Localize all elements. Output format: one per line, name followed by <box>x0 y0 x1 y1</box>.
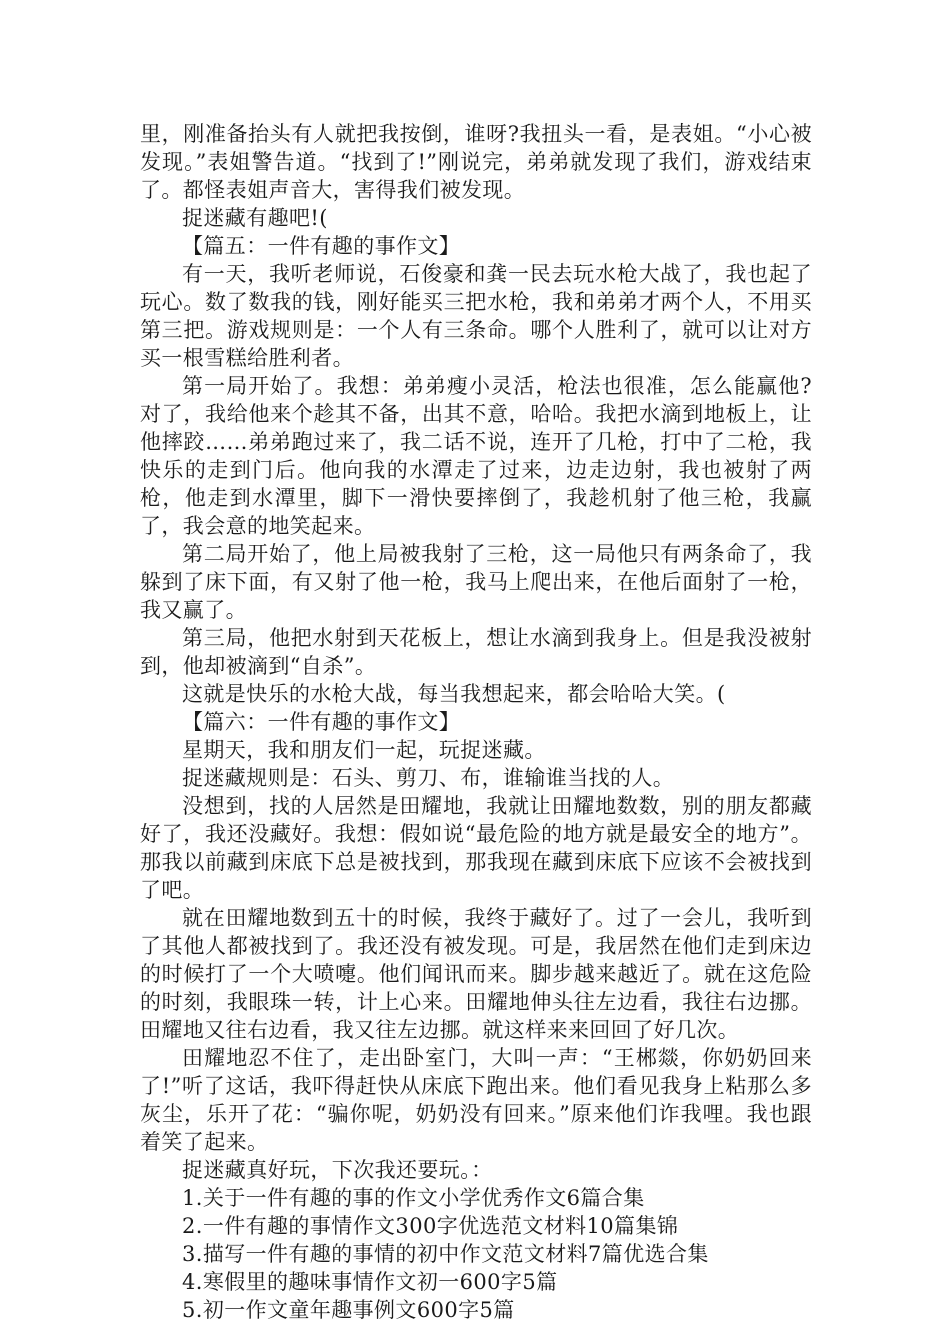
related-article-item[interactable]: 4.寒假里的趣味事情作文初一600字5篇 <box>182 1270 558 1294</box>
paragraph: 第一局开始了。我想：弟弟瘦小灵活，枪法也很准，怎么能赢他?对了，我给他来个趁其不备，出其不意，哈哈。我把水滴到地板上，让他摔跤……弟弟跑过来了，我二话不说，连开了几枪，打中了二枪，我快乐的走到门后。他向我的水潭走了过来，边走边射，我也被射了两枪，他走到水潭里，脚下一滑快要摔倒了，我趁机射了他三枪，我赢了，我会意的地笑起来。 <box>140 374 812 538</box>
paragraph: 星期天，我和朋友们一起，玩捉迷藏。 <box>182 738 546 762</box>
paragraph: 里，刚准备抬头有人就把我按倒，谁呀?我扭头一看，是表姐。“小心被发现。”表姐警告道。“找到了!”刚说完，弟弟就发现了我们，游戏结束了。都怪表姐声音大，害得我们被发现。 <box>140 122 812 202</box>
related-article-item[interactable]: 3.描写一件有趣的事情的初中作文范文材料7篇优选合集 <box>182 1242 709 1266</box>
related-article-item[interactable]: 2.一件有趣的事情作文300字优选范文材料10篇集锦 <box>182 1214 679 1238</box>
section-heading: 【篇五：一件有趣的事作文】 <box>182 234 461 258</box>
section-heading: 【篇六：一件有趣的事作文】 <box>182 710 461 734</box>
related-article-item[interactable]: 1.关于一件有趣的事的作文小学优秀作文6篇合集 <box>182 1186 645 1210</box>
paragraph: 没想到，找的人居然是田耀地，我就让田耀地数数，别的朋友都藏好了，我还没藏好。我想：假如说“最危险的地方就是最安全的地方”。那我以前藏到床底下总是被找到，那我现在藏到床底下应该不会被找到了吧。 <box>140 794 812 902</box>
paragraph: 这就是快乐的水枪大战，每当我想起来，都会哈哈大笑。( <box>182 682 726 706</box>
paragraph: 第二局开始了，他上局被我射了三枪，这一局他只有两条命了，我躲到了床下面，有又射了他一枪，我马上爬出来，在他后面射了一枪，我又赢了。 <box>140 542 812 622</box>
paragraph: 就在田耀地数到五十的时候，我终于藏好了。过了一会儿，我听到了其他人都被找到了。我还没有被发现。可是，我居然在他们走到床边的时候打了一个大喷嚏。他们闻讯而来。脚步越来越近了。就在这危险的时刻，我眼珠一转，计上心来。田耀地伸头往左边看，我往右边挪。田耀地又往右边看，我又往左边挪。就这样来来回回了好几次。 <box>140 906 812 1042</box>
paragraph: 捉迷藏有趣吧!( <box>182 206 328 230</box>
paragraph: 捉迷藏规则是：石头、剪刀、布，谁输谁当找的人。 <box>182 766 675 790</box>
related-articles-list <box>140 1184 812 1324</box>
paragraph: 捉迷藏真好玩，下次我还要玩。： <box>182 1158 493 1182</box>
document-body <box>140 120 812 1324</box>
paragraph: 有一天，我听老师说，石俊豪和龚一民去玩水枪大战了，我也起了玩心。数了数我的钱，刚好能买三把水枪，我和弟弟才两个人，不用买第三把。游戏规则是：一个人有三条命。哪个人胜利了，就可以让对方买一根雪糕给胜利者。 <box>140 262 812 370</box>
paragraph: 田耀地忍不住了，走出卧室门，大叫一声：“王郴燚，你奶奶回来了!”听了这话，我吓得赶快从床底下跑出来。他们看见我身上粘那么多灰尘，乐开了花：“骗你呢，奶奶没有回来。”原来他们诈我哩。我也跟着笑了起来。 <box>140 1046 812 1154</box>
related-article-item[interactable]: 5.初一作文童年趣事例文600字5篇 <box>182 1298 515 1322</box>
paragraph: 第三局，他把水射到天花板上，想让水滴到我身上。但是我没被射到，他却被滴到“自杀”。 <box>140 626 812 678</box>
